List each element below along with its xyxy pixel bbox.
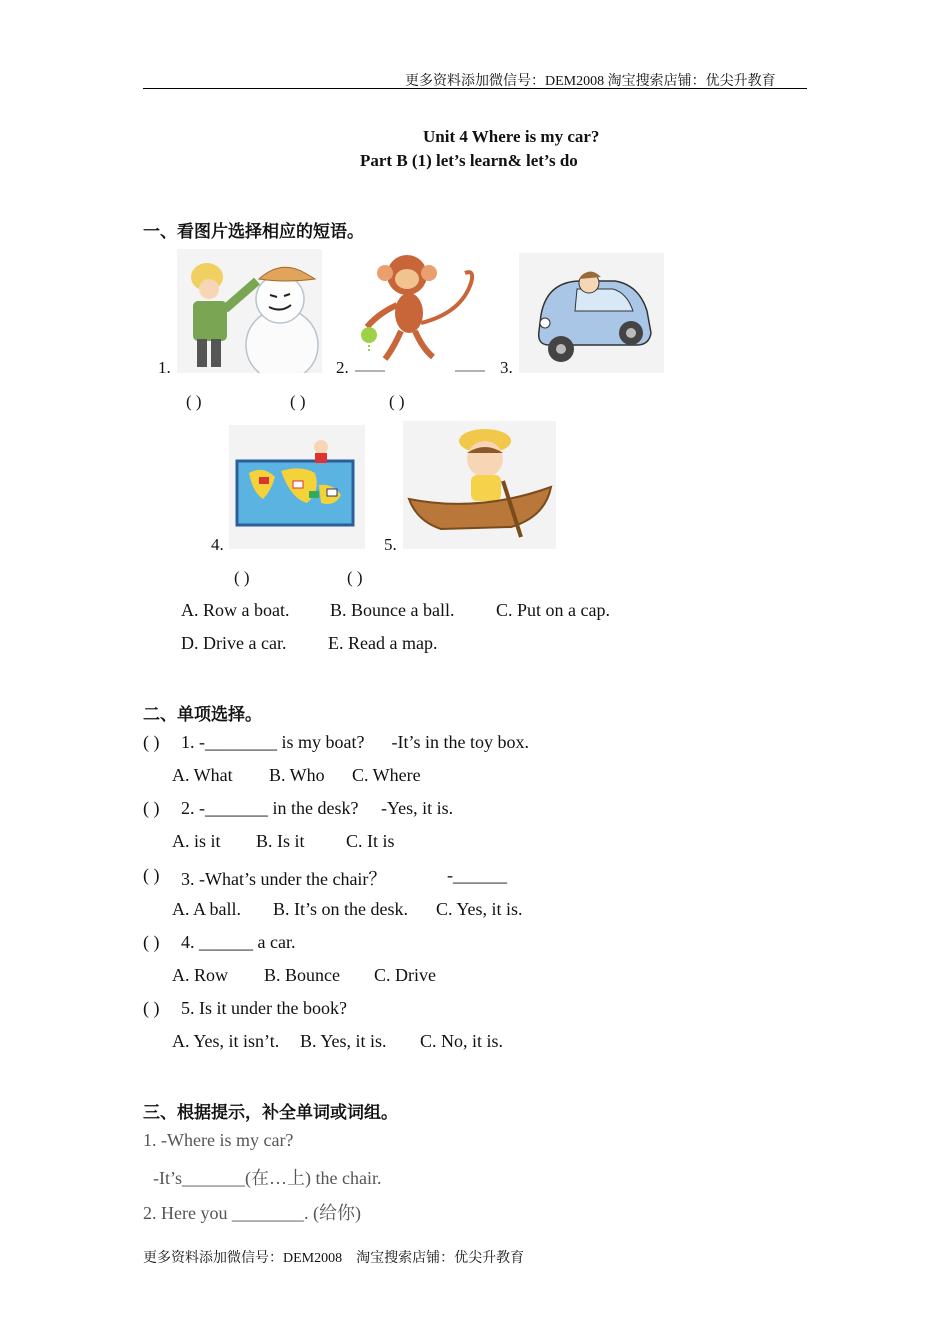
picture-number-4: 4. [211, 535, 224, 554]
q3-option-c: C. Yes, it is. [436, 899, 523, 919]
question-5: 5. Is it under the book? [181, 998, 347, 1018]
section3-heading: 三、根据提示，补全单词或词组。 [143, 1103, 398, 1123]
answer-blank-5[interactable]: ( ) [347, 568, 363, 587]
picture-number-5: 5. [384, 535, 397, 554]
question-3-paren[interactable]: ( ) [143, 865, 160, 885]
option-d: D. Drive a car. [181, 633, 287, 653]
question-3: 3. -What’s under the chair？ [181, 869, 387, 889]
picture-number-1: 1. [158, 358, 171, 377]
section2-heading: 二、单项选择。 [143, 705, 262, 725]
question-3-answer: -______ [447, 865, 507, 885]
answer-blank-4[interactable]: ( ) [234, 568, 250, 587]
car-picture [519, 253, 664, 373]
monkey-picture [355, 249, 485, 373]
section3-line-1: 1. -Where is my car? [143, 1130, 294, 1150]
q2-option-a: A. is it [172, 831, 221, 851]
section1-heading: 一、看图片选择相应的短语。 [143, 222, 364, 242]
q3-option-b: B. It’s on the desk. [273, 899, 408, 919]
q1-option-b: B. Who [269, 765, 325, 785]
map-picture [229, 425, 365, 549]
snowman-picture [177, 249, 322, 373]
section3-line-2: -It’s_______(在…上) the chair. [153, 1168, 382, 1188]
picture-number-3: 3. [500, 358, 513, 377]
question-4: 4. ______ a car. [181, 932, 296, 952]
answer-blank-2[interactable]: ( ) [290, 392, 306, 411]
header-rule [143, 88, 807, 89]
page-title: Unit 4 Where is my car? [423, 127, 600, 146]
header-text: 更多资料添加微信号：DEM2008 淘宝搜索店铺：优尖升教育 [405, 74, 776, 89]
q3-option-a: A. A ball. [172, 899, 242, 919]
q2-option-c: C. It is [346, 831, 395, 851]
question-1: 1. -________ is my boat? -It’s in the toy box. [181, 732, 529, 752]
q4-option-a: A. Row [172, 965, 229, 985]
q5-option-a: A. Yes, it isn’t. [172, 1031, 280, 1051]
q1-option-c: C. Where [352, 765, 421, 785]
question-1-paren[interactable]: ( ) [143, 732, 160, 752]
answer-blank-3[interactable]: ( ) [389, 392, 405, 411]
page-subtitle: Part B (1) let’s learn& let’s do [360, 151, 578, 170]
question-4-paren[interactable]: ( ) [143, 932, 160, 952]
picture-number-2: 2. [336, 358, 349, 377]
option-a: A. Row a boat. [181, 600, 290, 620]
q1-option-a: A. What [172, 765, 233, 785]
q5-option-b: B. Yes, it is. [300, 1031, 387, 1051]
option-e: E. Read a map. [328, 633, 438, 653]
section3-line-3: 2. Here you ________. (给你) [143, 1203, 361, 1223]
question-5-paren[interactable]: ( ) [143, 998, 160, 1018]
option-c: C. Put on a cap. [496, 600, 610, 620]
q4-option-c: C. Drive [374, 965, 436, 985]
question-2: 2. -_______ in the desk? -Yes, it is. [181, 798, 454, 818]
answer-blank-1[interactable]: ( ) [186, 392, 202, 411]
option-b: B. Bounce a ball. [330, 600, 455, 620]
q5-option-c: C. No, it is. [420, 1031, 504, 1051]
q4-option-b: B. Bounce [264, 965, 340, 985]
footer-text: 更多资料添加微信号：DEM2008 淘宝搜索店铺：优尖升教育 [143, 1251, 525, 1266]
q2-option-b: B. Is it [256, 831, 305, 851]
question-2-paren[interactable]: ( ) [143, 798, 160, 818]
boat-picture [403, 421, 556, 549]
